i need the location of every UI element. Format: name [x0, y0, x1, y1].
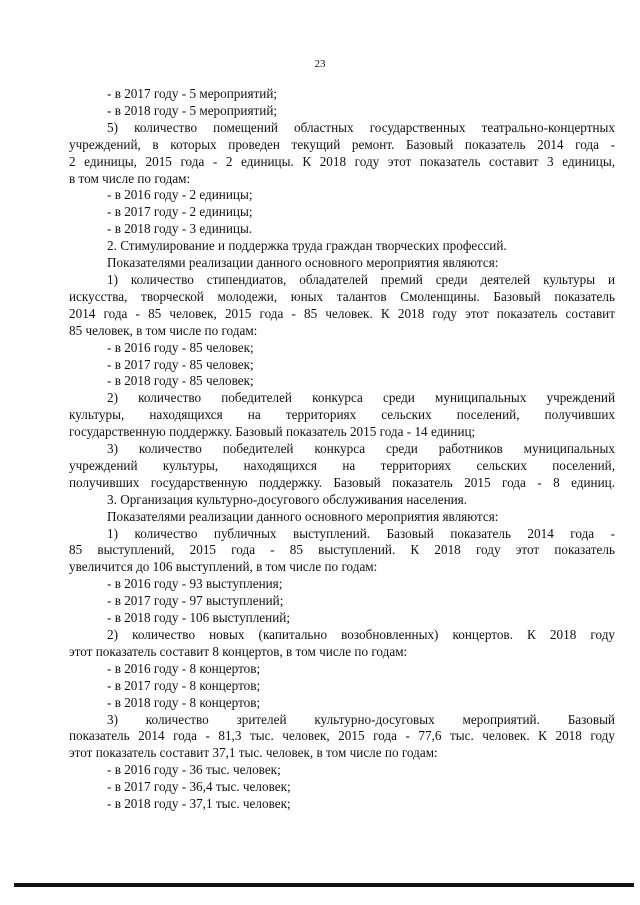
bottom-border-line: [14, 883, 634, 887]
text-line: этот показатель составит 8 концертов, в том числе по годам:: [69, 643, 408, 659]
text-line: - в 2017 году - 8 концертов;: [107, 677, 261, 693]
document-body: [69, 86, 615, 813]
text-line: увеличится до 106 выступлений, в том числе по годам:: [69, 559, 378, 575]
text-line: культуры, находящихся на территориях сельских поселений, получивших: [69, 407, 615, 423]
text-line: - в 2016 году - 93 выступления;: [107, 576, 283, 592]
page-number: 23: [314, 58, 326, 70]
text-line: 1) количество стипендиатов, обладателей премий среди деятелей культуры и: [107, 271, 615, 287]
text-line: 85 человек, в том числе по годам:: [69, 322, 258, 338]
text-line: - в 2017 году - 5 мероприятий;: [107, 86, 278, 101]
text-line: - в 2018 году - 85 человек;: [107, 373, 254, 389]
text-line: - в 2018 году - 106 выступлений;: [107, 610, 290, 626]
text-line: получивших государственную поддержку. Базовый показатель 2015 года - 8 единиц.: [69, 474, 615, 490]
text-line: - в 2018 году - 8 концертов;: [107, 694, 261, 710]
text-line: показатель 2014 года - 81,3 тыс. человек, 2015 года - 77,6 тыс. человек. К 2018 году: [69, 728, 615, 744]
text-line: - в 2016 году - 2 единицы;: [107, 187, 253, 203]
text-line: 5) количество помещений областных государственных театрально-концертных: [107, 119, 615, 135]
text-line: 1) количество публичных выступлений. Базовый показатель 2014 года -: [107, 525, 615, 541]
text-line: учреждений, в которых проведен текущий ремонт. Базовый показатель 2014 года -: [69, 136, 615, 152]
section-heading: 2. Стимулирование и поддержка труда граждан творческих профессий.: [107, 238, 507, 254]
text-line: - в 2016 году - 36 тыс. человек;: [107, 762, 281, 778]
text-line: этот показатель составит 37,1 тыс. человек, в том числе по годам:: [69, 745, 438, 761]
text-line: - в 2018 году - 3 единицы.: [107, 221, 253, 237]
text-line: 3) количество победителей конкурса среди работников муниципальных: [107, 441, 615, 457]
text-line: - в 2017 году - 85 человек;: [107, 356, 254, 372]
text-line: в том числе по годам:: [69, 170, 191, 186]
text-line: - в 2017 году - 97 выступлений;: [107, 593, 284, 609]
text-line: 2014 года - 85 человек, 2015 года - 85 человек. К 2018 году этот показатель составит: [69, 305, 615, 321]
text-line: 3) количество зрителей культурно-досуговых мероприятий. Базовый: [107, 711, 615, 727]
text-line: учреждений культуры, находящихся на территориях сельских поселений,: [69, 457, 615, 473]
text-line: - в 2017 году - 36,4 тыс. человек;: [107, 779, 291, 795]
section-heading: 3. Организация культурно-досугового обслуживания населения.: [107, 491, 468, 507]
text-line: 2 единицы, 2015 года - 2 единицы. К 2018 году этот показатель составит 3 единицы,: [69, 153, 615, 169]
text-line: - в 2017 году - 2 единицы;: [107, 204, 253, 220]
text-line: - в 2018 году - 5 мероприятий;: [107, 102, 278, 118]
text-line: - в 2016 году - 85 человек;: [107, 339, 254, 355]
text-line: Показателями реализации данного основного мероприятия являются:: [107, 255, 499, 271]
text-line: государственную поддержку. Базовый показатель 2015 года - 14 единиц;: [69, 424, 476, 440]
text-line: - в 2016 году - 8 концертов;: [107, 660, 261, 676]
text-line: - в 2018 году - 37,1 тыс. человек;: [107, 796, 291, 812]
text-line: искусства, творческой молодежи, юных талантов Смоленщины. Базовый показатель: [69, 288, 615, 304]
text-line: 2) количество новых (капитально возобновленных) концертов. К 2018 году: [107, 627, 615, 642]
text-line: 85 выступлений, 2015 года - 85 выступлений. К 2018 году этот показатель: [69, 542, 615, 558]
text-line: 2) количество победителей конкурса среди муниципальных учреждений: [107, 390, 615, 406]
text-line: Показателями реализации данного основного мероприятия являются:: [107, 508, 499, 524]
